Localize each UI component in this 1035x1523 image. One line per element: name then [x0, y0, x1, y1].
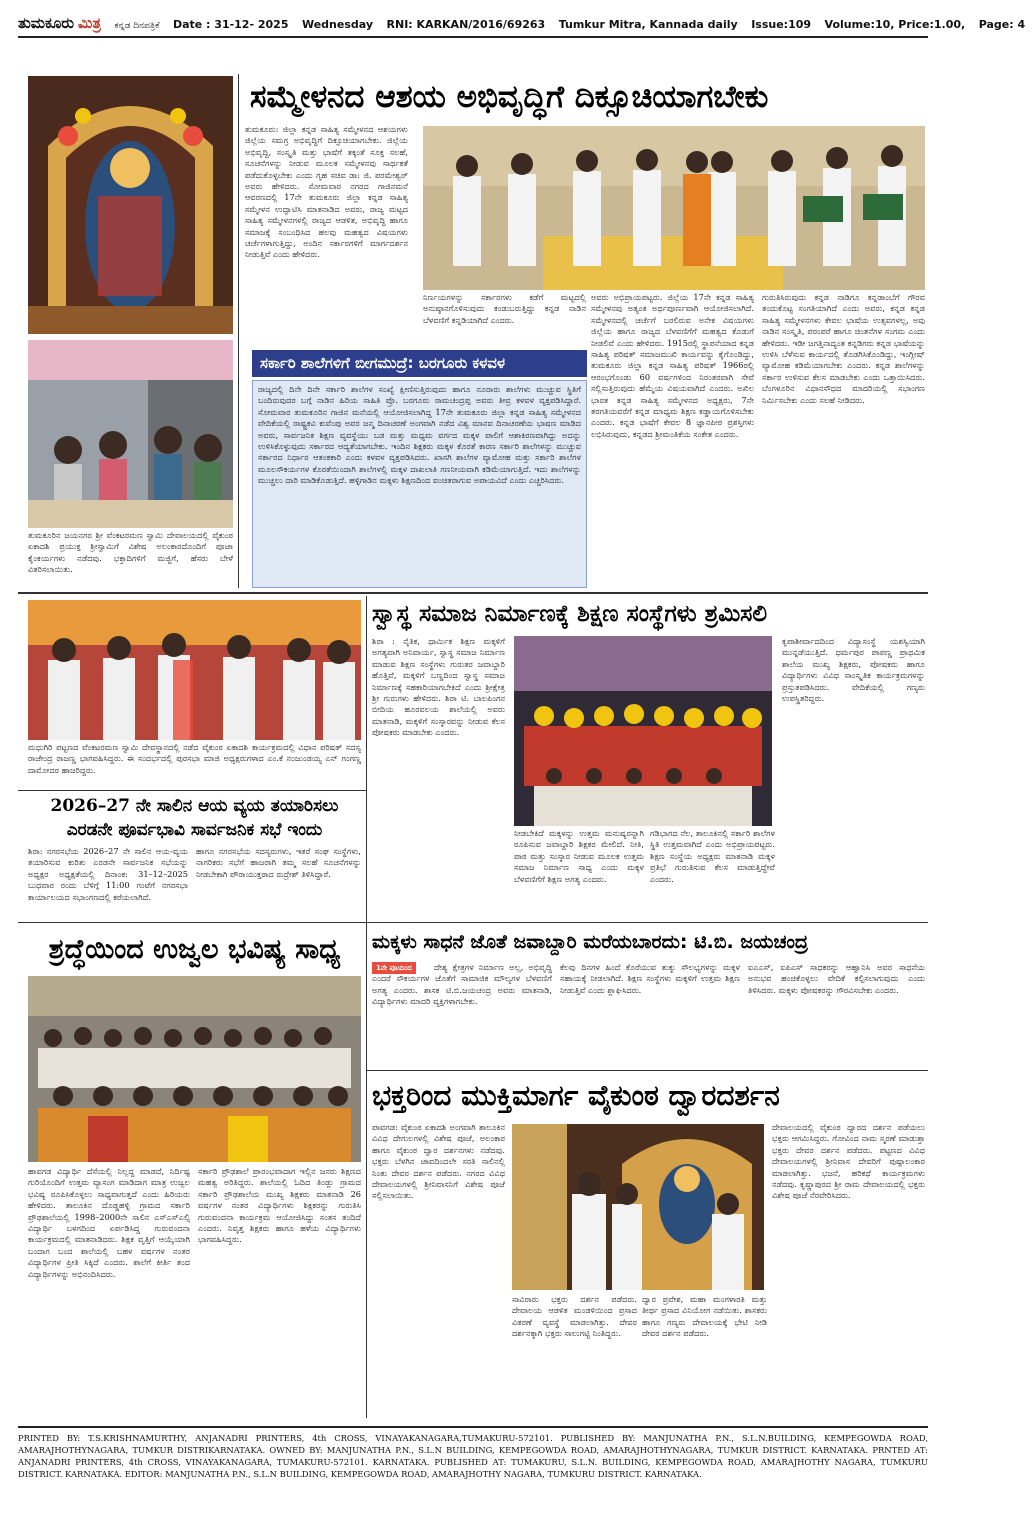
story3-column-2: ನೀಡಬೇಕಿದೆ ಮಕ್ಕಳನ್ನು ಉತ್ತಮ ಮನುಷ್ಯರನ್ನಾಗಿ ರೂಪಿಸುವ ಜವಾಬ್ದಾರಿ ಶಿಕ್ಷಕರ ಮೇಲಿದೆ. ನೀತಿ, ಪಾಠ ಮತ್ತು ಸಂಸ್ಕಾರ ನೀಡುವ ಮೂಲಕ ಉತ್ತಮ ಸಮಾಜ ನಿರ್ಮಾಣ ಸಾಧ್ಯ ಎಂದು ಮಕ್ಕಳ ಬೆಳವಣಿಗೆಗೆ ಶಿಕ್ಷಣ ಅಗತ್ಯ ಎಂದರು. — [514, 828, 644, 884]
story5-column-1: ದೇಶ್ಯ ಕ್ಷೇತ್ರಗಳ ನಿರ್ಮಾಣ ಅಲ್ಲ, ಅಭಿವೃದ್ಧಿ ಎಂದರೆ ಸೌಕರ್ಯಗಳ ಜೊತೆಗೆ ಸಾಮಾಜಿಕ ಮೌಲ್ಯಗಳ ಬೆಳವಣಿಗೆ ಅಗತ್ಯ ಎಂದರು. ಶಾಸಕ ಟಿ.ಬಿ.ಜಯಚಂದ್ರ ಅವರು ಮಾತನಾಡಿ, ವಿದ್ಯಾರ್ಥಿಗಳು ಮಾದರಿ ವ್ಯಕ್ತಿಗಳಾಗಬೇಕು. — [372, 962, 552, 1007]
temple-deity-photo — [28, 76, 233, 334]
story1-column-4: ಗುರುತಿಸಿರುವುದು ಕನ್ನಡ ನಾಡಿಗೂ ಕನ್ನಡಾಂಬೆಗೆ ಗೌರವ ತಂದುಕೊಟ್ಟ ಸಂಗತಿಯಾಗಿದೆ ಎಂದು ಅವರು, ಕನ್ನಡ ಕನ್ನಡ ಸಾಹಿತ್ಯ ಸಮ್ಮೇಳನಗಳು ಕೇವಲ ಭಾಷೆಯ ಉತ್ಸವಗಳಲ್ಲ, ಅವು ನಾಡಿನ ಸಂಸ್ಕೃತಿ, ಪರಂಪರೆ ಹಾಗೂ ಚಿಂತನೆಗಳ ಸಂಗಮ ಎಂದು ಹೇಳಿದರು. ಇಡೀ ಜಗತ್ತಿನಾದ್ಯಂತ ಕನ್ನಡಿಗರು ಕನ್ನಡ ಭಾಷೆಯನ್ನು ಉಳಿಸಿ ಬೆಳೆಸುವ ಕಾರ್ಯದಲ್ಲಿ ತೊಡಗಿಸಿಕೊಂಡಿದ್ದು, ಇಂಗ್ಲೀಷ್ ವ್ಯಾಮೋಹ ಕಡಿಮೆಯಾಗಬೇಕು ಎಂದರು. ಕನ್ನಡ ಶಾಲೆಗಳನ್ನು ಸರ್ಕಾರ ಉಳಿಸುವ ಕೆಲಸ ಮಾಡಬೇಕು ಎಂದು ಒತ್ತಾಯಿಸಿದರು. ಬೆಂಗಳೂರಿನ ವಿಧಾನಸೌಧದ ಮಾದರಿಯಲ್ಲಿ ಸಭಾಂಗಣ ನಿರ್ಮಿಸಬೇಕು ಎಂದು ಸಲಹೆ ನೀಡಿದರು. — [762, 292, 925, 405]
volume-price: Volume:10, Price:1.00, — [824, 18, 966, 31]
paper-tagline: ಕನ್ನಡ ದಿನಪತ್ರಿಕೆ — [114, 21, 160, 31]
story7-column-2: ಸಾವಿರಾರು ಭಕ್ತರು ದರ್ಶನ ಪಡೆದರು. ದೇವಾಲಯ ಆಡಳಿತ ಮಂಡಳಿಯಿಂದ ಪ್ರಸಾದ ವಿತರಣೆ ವ್ಯವಸ್ಥೆ ಮಾಡಲಾಗಿತ್ತು. ದೇವರ ದರ್ಶನಕ್ಕಾಗಿ ಭಕ್ತರು ಸಾಲುಗಟ್ಟಿ ನಿಂತಿದ್ದರು. — [512, 1294, 637, 1339]
literary-meet-photo — [423, 126, 925, 290]
paper-name: Tumkur Mitra, Kannada daily — [558, 18, 738, 31]
story4-column-2: ಹಾಗೂ ನಗರಸಭೆಯ ಸದಸ್ಯರುಗಳು, ಇತರೆ ಸಂಘ ಸಂಸ್ಥೆಗಳು, ನಾಗರಿಕರು ಸಭೆಗೆ ಹಾಜರಾಗಿ ತಮ್ಮ ಸಲಹೆ ಸೂಚನೆಗಳನ್ನು ನೀಡಬೇಕಾಗಿ ಪೌರಾಯುಕ್ತರಾದ ರುದ್ರೇಶ್ ತಿಳಿಸಿದ್ದಾರೆ. — [196, 846, 361, 879]
story2-body: ರಾಜ್ಯದಲ್ಲಿ ದಿನೇ ದಿನೇ ಸರ್ಕಾರಿ ಶಾಲೆಗಳ ಸಂಖ್ಯೆ ಕ್ಷೀಣಿಸುತ್ತಿರುವುದು ಹಾಗೂ ನೂರಾರು ಶಾಲೆಗಳು ಮುಚ್ಚುವ ಸ್ಥಿತಿಗೆ ಬಂದಿರುವುದರ ಬಗ್ಗೆ ನಾಡಿನ ಹಿರಿಯ ಸಾಹಿತಿ ಪ್ರೊ. ಬರಗೂರು ರಾಮಚಂದ್ರಪ್ಪ ಅವರು ತೀವ್ರ ಕಳವಳ ವ್ಯಕ್ತಪಡಿಸಿದ್ದಾರೆ. ಸೋಮವಾರ ತುಮಕೂರಿನ ಗಾಜಿನ ಮನೆಯಲ್ಲಿ ಆಯೋಜಿಸಲಾಗಿದ್ದ 17ನೇ ತುಮಕೂರು ಜಿಲ್ಲಾ ಕನ್ನಡ ಸಾಹಿತ್ಯ ಸಮ್ಮೇಳನದ ವೇದಿಕೆಯಲ್ಲಿ ರಾಷ್ಟ್ರಕವಿ ಕುವೆಂಪು ಅವರ ಜನ್ಮ ದಿನಾಚರಣೆ ಅಂಗವಾಗಿ ನಡೆದ ವಿಶ್ವ ಮಾನವ ದಿನಾಚರಣೆಯ ಭಾಷಣ ಮಾಡಿದ ಅವರು, ಸಾರ್ವಜನಿಕ ಶಿಕ್ಷಣ ವ್ಯವಸ್ಥೆಯು ಬಡ ಮತ್ತು ಮಧ್ಯಮ ವರ್ಗದ ಮಕ್ಕಳ ಪಾಲಿಗೆ ಆಶಾಕಿರಣವಾಗಿದ್ದು ಅದನ್ನು ಉಳಿಸಿಕೊಳ್ಳುವುದು ಸರ್ಕಾರದ ಆದ್ಯತೆಯಾಗಬೇಕು. ಇಂದಿನ ಶಿಕ್ಷಕರು ಮಕ್ಕಳ ಕೊರತೆ ಕಾರಣ ಸರ್ಕಾರಿ ಶಾಲೆಗಳನ್ನು ಮುಚ್ಚುವ ಸರ್ಕಾರದ ನಿರ್ಧಾರ ಆತಂಕಕಾರಿ ಎಂದು ಕಳವಳ ವ್ಯಕ್ತಪಡಿಸಿದರು. ಖಾಸಗಿ ಶಾಲೆಗಳ ವ್ಯಾಮೋಹ ಮತ್ತು ಸರ್ಕಾರಿ ಶಾಲೆಗಳ ಮೂಲಸೌಕರ್ಯಗಳ ಕೊರತೆಯಿಂದಾಗಿ ಶಾಲೆಗಳಲ್ಲಿ ಮಕ್ಕಳ ದಾಖಲಾತಿ ಗಣನೀಯವಾಗಿ ಕಡಿಮೆಯಾಗುತ್ತಿದೆ. ಇದು ಶಾಲೆಗಳನ್ನು ಮುಚ್ಚಲು ದಾರಿ ಮಾಡಿಕೊಡುತ್ತಿದೆ. ಹಳ್ಳಿಗಾಡಿನ ಮಕ್ಕಳು ಶಿಕ್ಷಣದಿಂದ ವಂಚಿತರಾಗುವ ಅಪಾಯವಿದೆ ಎಂದು ಎಚ್ಚರಿಸಿದರು. — [252, 380, 587, 588]
story6-headline: ಶ್ರದ್ಧೆಯಿಂದ ಉಜ್ವಲ ಭವಿಷ್ಯ ಸಾಧ್ಯ — [48, 934, 341, 965]
madhugiri-event-photo — [28, 600, 361, 740]
story4-column-1: ಶಿರಾ: ನಗರಸಭೆಯ 2026–27 ನೇ ಸಾಲಿನ ಆಯ-ವ್ಯಯ ತಯಾರಿಸುವ ಕುರಿತು ಎರಡನೇ ಸಾರ್ವಜನಿಕ ಸಭೆಯನ್ನು ಅಧ್ಯಕ್ಷರ ಅಧ್ಯಕ್ಷತೆಯಲ್ಲಿ ದಿನಾಂಕ: 31–12–2025 ಬುಧವಾರ ರಂದು ಬೆಳಿಗ್ಗೆ 11:00 ಗಂಟೆಗೆ ನಗರಸಭಾ ಕಾರ್ಯಾಲಯದ ಸಭಾಂಗಣದಲ್ಲಿ ಕರೆಯಲಾಗಿದೆ. — [28, 846, 188, 902]
temple-crowd-photo — [28, 340, 233, 528]
story7-column-3: ದ್ವಾರ ಪ್ರವೇಶ, ಮಹಾ ಮಂಗಳಾರತಿ ಮತ್ತು ತೀರ್ಥ ಪ್ರಸಾದ ವಿನಿಯೋಗ ನಡೆಯಿತು. ಶಾಸಕರು ಹಾಗೂ ಗಣ್ಯರು ದೇವಾಲಯಕ್ಕೆ ಭೇಟಿ ನೀಡಿ ದೇವರ ದರ್ಶನ ಪಡೆದರು. — [642, 1294, 767, 1339]
issue-day: Wednesday — [301, 18, 374, 31]
story5-column-3: ಐಎಎಸ್, ಐಪಿಎಸ್ ಸಾಧಕರನ್ನು ಆಹ್ವಾನಿಸಿ ಅವರ ಸಾಧನೆಯ ಅನುಭವ ಹಂಚಿಕೊಳ್ಳಲು ವೇದಿಕೆ ಕಲ್ಪಿಸಲಾಗುವುದು ಎಂದು ತಿಳಿಸಿದರು. ಮಕ್ಕಳು ಪೋಷಕರನ್ನು ಗೌರವಿಸಬೇಕು ಎಂದರು. — [748, 962, 925, 995]
school-function-photo — [514, 636, 772, 826]
temple-photo-caption: ತುಮಕೂರಿನ ಜಯನಗರ ಶ್ರೀ ವೆಂಕಟರಮಣ ಸ್ವಾಮಿ ದೇವಾಲಯದಲ್ಲಿ ವೈಕುಂಠ ಏಕಾದಶಿ ಪ್ರಯುಕ್ತ ಶ್ರೀಸ್ವಾಮಿಗೆ ವಿಶೇಷ ಅಲಂಕಾರದೊಂದಿಗೆ ಪೂಜಾ ಕೈಂಕರ್ಯಗಳು ನಡೆದವು. ಭಕ್ತಾದಿಗಳಿಗೆ ಮಜ್ಜಿಗೆ, ಹೆಸರು ಬೇಳೆ ವಿತರಿಸಲಾಯಿತು. — [28, 530, 233, 575]
story3-column-4: ಕೃಪಾಶೀರ್ವಾದದಿಂದ ವಿದ್ಯಾಸಂಸ್ಥೆ ಯಶಸ್ವಿಯಾಗಿ ಮುನ್ನಡೆಯುತ್ತಿದೆ. ಧರ್ಮಪುರ ಪಾಪಣ್ಣ ಪ್ರಾಥಮಿಕ ಶಾಲೆಯ ಮುಖ್ಯ ಶಿಕ್ಷಕರು, ಪೋಷಕರು ಹಾಗೂ ವಿದ್ಯಾರ್ಥಿಗಳು ವಿವಿಧ ಸಾಂಸ್ಕೃತಿಕ ಕಾರ್ಯಕ್ರಮಗಳನ್ನು ಪ್ರಸ್ತುತಪಡಿಸಿದರು. ವೇದಿಕೆಯಲ್ಲಿ ಗಣ್ಯರು ಉಪಸ್ಥಿತರಿದ್ದರು. — [782, 636, 925, 704]
masthead — [18, 8, 1026, 38]
story7-column-1: ಪಾವಗಡ: ವೈಕುಂಠ ಏಕಾದಶಿ ಅಂಗವಾಗಿ ತಾಲೂಕಿನ ವಿವಿಧ ದೇಗುಲಗಳಲ್ಲಿ ವಿಶೇಷ ಪೂಜೆ, ಅಲಂಕಾರ ಹಾಗೂ ವೈಕುಂಠ ದ್ವಾರ ದರ್ಶನಗಳು ನಡೆದವು. ಭಕ್ತರು ಬೆಳಗಿನ ಜಾವದಿಂದಲೇ ಸರತಿ ಸಾಲಿನಲ್ಲಿ ನಿಂತು ದೇವರ ದರ್ಶನ ಪಡೆದರು. ನಗರದ ವಿವಿಧ ದೇವಾಲಯಗಳಲ್ಲಿ ಶ್ರೀನಿವಾಸನಿಗೆ ವಿಶೇಷ ಪೂಜೆ ಸಲ್ಲಿಸಲಾಯಿತು. — [372, 1122, 505, 1201]
issue-date: Date : 31-12- 2025 — [172, 18, 289, 31]
story6-column-1: ಹಾವಗಡ ವಿದ್ಯಾರ್ಥಿ ದೆಸೆಯಲ್ಲಿ ನಿಲ್ಲದ್ದ ಮಾಡದೆ, ನಿರ್ದಿಷ್ಟ ಗುರಿಯೊಂದಿಗೆ ಉತ್ತಮ ವ್ಯಾಸಂಗ ಮಾಡಿದಾಗ ಮಾತ್ರ ಉಜ್ವಲ ಭವಿಷ್ಯ ರೂಪಿಸಿಕೊಳ್ಳಲು ಸಾಧ್ಯವಾಗುತ್ತದೆ ಎಂದು ಹಿರಿಯರು ಹೇಳಿದರು. ತಾಲೂಕಿನ ದೊಡ್ಡಹಳ್ಳಿ ಗ್ರಾಮದ ಸರ್ಕಾರಿ ಪ್ರೌಢಶಾಲೆಯಲ್ಲಿ 1998–2000ನೇ ಸಾಲಿನ ಎಸ್ಎಸ್ಎಲ್ಸಿ ವಿದ್ಯಾರ್ಥಿ ಬಳಗದಿಂದ ಏರ್ಪಡಿಸಿದ್ದ ಗುರುವಂದನಾ ಕಾರ್ಯಕ್ರಮದಲ್ಲಿ ಮಾತನಾಡಿದರು. ಶಿಕ್ಷಕ ವೃತ್ತಿಗೆ ಆಯ್ಕೆಯಾಗಿ ಬಂದಾಗ ಬಂದ ಶಾಲೆಯಲ್ಲಿ ಬಹಳ ವರ್ಷಗಳ ನಂತರ ವಿದ್ಯಾರ್ಥಿಗಳ ಪ್ರೀತಿ ಸಿಕ್ಕಿದೆ ಎಂದರು. ಶಾಲೆಗೆ ಕೀರ್ತಿ ತಂದ ವಿದ್ಯಾರ್ಥಿಗಳನ್ನು ಅಭಿನಂದಿಸಿದರು. — [28, 1166, 190, 1279]
story7-headline: ಭಕ್ತರಿಂದ ಮುಕ್ತಿಮಾರ್ಗ ವೈಕುಂಠ ದ್ವಾರದರ್ಶನ — [372, 1079, 780, 1112]
vaikunta-dwara-photo — [512, 1124, 764, 1290]
story5-column-2: ಕೆಲವು ದಿನಗಳ ಹಿಂದೆ ಕೊರೆಯುವ ತುಕ್ಕು ಸೌಲಭ್ಯಗಳನ್ನು ಮಕ್ಕಳ ಸಹಾಯಕ್ಕೆ ನೀಡಲಾಗಿದೆ. ಶಿಕ್ಷಣ ಸಂಸ್ಥೆಗಳು ಮಕ್ಕಳಿಗೆ ಉತ್ತಮ ಶಿಕ್ಷಣ ನೀಡುತ್ತಿವೆ ಎಂದು ಶ್ಲಾಘಿಸಿದರು. — [560, 962, 740, 995]
event-photo-caption: ಮಧುಗಿರಿ ಪಟ್ಟಣದ ವೆಂಕಟರಮಣ ಸ್ವಾಮಿ ದೇವಸ್ಥಾನದಲ್ಲಿ ನಡೆದ ವೈಕುಂಠ ಏಕಾದಶಿ ಕಾರ್ಯಕ್ರಮದಲ್ಲಿ ವಿಧಾನ ಪರಿಷತ್ ಸದಸ್ಯ ರಾಜೇಂದ್ರ ರಾಜಣ್ಣ ಭಾಗವಹಿಸಿದ್ದರು. ಈ ಸಂದರ್ಭದಲ್ಲಿ ಪುರಸಭಾ ಮಾಜಿ ಅಧ್ಯಕ್ಷರುಗಳಾದ ಎಂ.ಕೆ ನಂಜುಂಡಯ್ಯ ಎನ್ ಗಂಗಣ್ಣ ದಾಮೋದರ ಹಾಜರಿದ್ದರು. — [28, 742, 361, 775]
story3-headline: ಸ್ವಾಸ್ಥ ಸಮಾಜ ನಿರ್ಮಾಣಕ್ಕೆ ಶಿಕ್ಷಣ ಸಂಸ್ಥೆಗಳು ಶ್ರಮಿಸಲಿ — [372, 601, 768, 627]
story4-subhead: ಎರಡನೇ ಪೂರ್ವಭಾವಿ ಸಾರ್ವಜನಿಕ ಸಭೆ ಇಂದು — [66, 820, 323, 840]
issue-number: Issue:109 — [751, 18, 812, 31]
paper-logo: ತುಮಕೂರು — [18, 14, 75, 32]
page-number: Page: 4 — [978, 18, 1026, 31]
printer-line: PRINTED BY: T.S.KRISHNAMURTHY, ANJANADRI PRINTERS, 4th CROSS, VINAYAKANAGARA,TUMAKURU-572101. PUBLISHED BY: MANJUNATHA P.N., S.L.N.BUILDING, KEMPEGOWDA ROAD, AMARAJHOTHYNAGARA, TUMKUR DISTRIKARNATAKA. OWNED BY: MANJUNATHA P.N., S.L.N BUILDING, KEMPEGOWDA ROAD, AMARAJHOTHYNAGARA, TUMKUR DISTRICT. KARNATAKA. PRNTED AT: ANJANADRI PRINTERS, 4th CROSS, VINAYAKANAGARA, TUMAKURU-572101. KARNATAKA. PUBLISHED AT: TUMAKURU, S.L.N. BUILDING, KEMPEGOWDA ROAD, AMARAJHOTHY NAGARA, TUMKURU DISTRICT. KARNATAKA. EDITOR: MANJUNATHA P.N., S.L.N BUILDING, KEMPEGOWDA ROAD, AMARAJHOTHY NAGARA, TUMKURU DISTRICT. KARNATAKA. — [18, 1426, 928, 1476]
story3-column-3: ಗಡಿಭಾಗದ ನೆಲ, ತಾಲೂಕಿನಲ್ಲಿ ಸರ್ಕಾರಿ ಶಾಲೆಗಳ ಸ್ಥಿತಿ ಉತ್ತಮವಾಗಿದೆ ಎಂದು ಅಭಿಪ್ರಾಯಪಟ್ಟರು. ಶಿಕ್ಷಣ ಸಂಸ್ಥೆಯ ಅಧ್ಯಕ್ಷರು ಮಾತನಾಡಿ ಮಕ್ಕಳ ಪ್ರತಿಭೆ ಗುರುತಿಸುವ ಕೆಲಸ ಮಾಡುತ್ತಿದ್ದೇವೆ ಎಂದರು. — [650, 828, 775, 884]
continued-from-page-one-tag: 1ನೇ ಪುಟದಿಂದ — [372, 962, 416, 974]
story4-headline: 2026–27 ನೇ ಸಾಲಿನ ಆಯ ವ್ಯಯ ತಯಾರಿಸಲು — [50, 796, 339, 816]
story1-headline: ಸಮ್ಮೇಳನದ ಆಶಯ ಅಭಿವೃದ್ಧಿಗೆ ದಿಕ್ಸೂಚಿಯಾಗಬೇಕು — [250, 79, 769, 115]
story6-column-2: ಸರ್ಕಾರಿ ಪ್ರೌಢಶಾಲೆ ಪ್ರಾರಂಭವಾದಾಗ ಇಲ್ಲಿನ ಜನರು ಶಿಕ್ಷಣದ ಮಹತ್ವ ಅರಿತಿದ್ದರು. ಶಾಲೆಯಲ್ಲಿ ಓದಿದ ತಿಂಡ್ಲು ಗ್ರಾಮದ ಸರ್ಕಾರಿ ಪ್ರೌಢಶಾಲೆಯ ಮುಖ್ಯ ಶಿಕ್ಷಕರು ಮಾತನಾಡಿ 26 ವರ್ಷಗಳ ನಂತರ ವಿದ್ಯಾರ್ಥಿಗಳು ಶಿಕ್ಷಕರನ್ನು ಗುರುತಿಸಿ ಗುರುವಂದನಾ ಕಾರ್ಯಕ್ರಮ ಆಯೋಜಿಸಿದ್ದು ಸಂತಸ ತಂದಿದೆ ಎಂದರು. ನಿವೃತ್ತ ಶಿಕ್ಷಕರು ಹಾಗೂ ಹಳೆಯ ವಿದ್ಯಾರ್ಥಿಗಳು ಭಾಗವಹಿಸಿದ್ದರು. — [198, 1166, 361, 1245]
rni-number: RNI: KARKAN/2016/69263 — [386, 18, 546, 31]
story5-headline: ಮಕ್ಕಳು ಸಾಧನೆ ಜೊತೆ ಜವಾಬ್ದಾರಿ ಮರೆಯಬಾರದು: ಟಿ.ಬಿ. ಜಯಚಂದ್ರ — [372, 931, 808, 953]
story1-column-3: ಅವರು ಅಭಿಪ್ರಾಯಪಟ್ಟರು. ಜಿಲ್ಲೆಯ 17ನೇ ಕನ್ನಡ ಸಾಹಿತ್ಯ ಸಮ್ಮೇಳನವು ಅತ್ಯಂತ ಅರ್ಥಪೂರ್ಣವಾಗಿ ಆಯೋಜಿಸಲಾಗಿದೆ. ಸಮ್ಮೇಳನದಲ್ಲಿ ಚರ್ಚೆಗೆ ಬರಲಿರುವ ಅನೇಕ ವಿಷಯಗಳು ಜಿಲ್ಲೆಯ ಹಾಗೂ ರಾಜ್ಯದ ಬೆಳವಣಿಗೆಗೆ ಮಹತ್ವದ ಕೊಡುಗೆ ನೀಡಲಿವೆ ಎಂದು ಹೇಳಿದರು. 1915ರಲ್ಲಿ ಸ್ಥಾಪನೆಯಾದ ಕನ್ನಡ ಸಾಹಿತ್ಯ ಪರಿಷತ್ ಸಮಾಜಮುಖಿ ಕಾರ್ಯವನ್ನು ಕೈಗೊಂಡಿದ್ದು, ತುಮಕೂರು ಜಿಲ್ಲಾ ಕನ್ನಡ ಸಾಹಿತ್ಯ ಪರಿಷತ್ 1966ರಲ್ಲಿ ಆರಂಭಗೊಂಡು 60 ವರ್ಷಗಳಿಂದ ನಿರಂತರವಾಗಿ ಸೇವೆ ಸಲ್ಲಿಸುತ್ತಿರುವುದು ಹೆಮ್ಮೆಯ ವಿಷಯವಾಗಿದೆ ಎಂದರು. ಅಖಿಲ ಭಾರತ ಕನ್ನಡ ಸಾಹಿತ್ಯ ಸಮ್ಮೇಳನದ ಅಧ್ಯಕ್ಷರು, 7ನೇ ತರಗತಿಯವರೆಗೆ ಕನ್ನಡ ಮಾಧ್ಯಮ ಶಿಕ್ಷಣ ಕಡ್ಡಾಯಗೊಳಿಸಬೇಕು ಎಂದರು. ಕನ್ನಡ ಭಾಷೆಗೆ ಕೇವಲ 8 ಜ್ಞಾನಪೀಠ ಪ್ರಶಸ್ತಿಗಳು ಲಭಿಸಿರುವುದು, ಕನ್ನಡದ ಶ್ರೀಮಂತಿಕೆಯ ಸಂಕೇತ ಎಂದರು. — [591, 292, 754, 439]
story2-banner: ಸರ್ಕಾರಿ ಶಾಲೆಗಳಿಗೆ ಬೀಗಮುದ್ರೆ: ಬರಗೂರು ಕಳವಳ — [252, 350, 587, 377]
story1-column-2: ನಿರ್ಣಯಗಳನ್ನು ಸರ್ಕಾರಗಳು ಕಡೆಗೆ ಮಟ್ಟದಲ್ಲಿ ಅನುಷ್ಠಾನಗೊಳಿಸುವುದು ಕಂಡುಬರುತ್ತಿದ್ದು ಕನ್ನಡ ನಾಡಿನ ಬೆಳವಣಿಗೆ ಕನ್ನಡಿಯಾಗಿದೆ ಎಂದರು. — [423, 292, 586, 325]
alumni-reunion-photo — [28, 976, 361, 1162]
story7-column-4: ದೇವಾಲಯದಲ್ಲಿ ವೈಕುಂಠ ದ್ವಾರದ ದರ್ಶನ ಪಡೆಯಲು ಭಕ್ತರು ಆಗಮಿಸಿದ್ದರು. ಗೋವಿಂದ ನಾಮ ಸ್ಮರಣೆ ಮಾಡುತ್ತಾ ಭಕ್ತರು ದೇವರ ದರ್ಶನ ಪಡೆದರು. ಪಟ್ಟಣದ ವಿವಿಧ ದೇವಾಲಯಗಳಲ್ಲಿ ಶ್ರೀನಿವಾಸ ದೇವರಿಗೆ ಪುಷ್ಪಾಲಂಕಾರ ಮಾಡಲಾಗಿತ್ತು. ಭಜನೆ, ಹರಿಕಥೆ ಕಾರ್ಯಕ್ರಮಗಳು ನಡೆದವು. ಕೃಷ್ಣಾಪುರದ ಶ್ರೀ ರಾಮ ದೇವಾಲಯದಲ್ಲಿ ಭಕ್ತರು ವಿಶೇಷ ಪೂಜೆ ನೆರವೇರಿಸಿದರು. — [772, 1122, 925, 1201]
paper-logo-accent: ಮಿತ್ರ — [78, 14, 101, 32]
story1-column-1: ತುಮಕೂರು: ಜಿಲ್ಲಾ ಕನ್ನಡ ಸಾಹಿತ್ಯ ಸಮ್ಮೇಳನದ ಆಶಯಗಳು ಜಿಲ್ಲೆಯ ಸಮಗ್ರ ಅಭಿವೃದ್ಧಿಗೆ ದಿಕ್ಸೂಚಿಯಾಗಬೇಕು. ಜಿಲ್ಲೆಯ ಅಭಿವೃದ್ಧಿ, ಸಂಸ್ಕೃತಿ ಮತ್ತು ಭಾಷೆಗೆ ತಕ್ಕಂತೆ ಸೂಕ್ತ ಸಲಹೆ, ಸೂಚನೆಗಳನ್ನು ನೀಡುವ ಮೂಲಕ ಸಮ್ಮೇಳನವು ಸಾರ್ಥಕತೆ ಪಡೆದುಕೊಳ್ಳಬೇಕು ಎಂದು ಗೃಹ ಸಚಿವ ಡಾ: ಜಿ. ಪರಮೇಶ್ವರ್ ಅವರು ಹೇಳಿದರು. ಸೋಮವಾರ ನಗರದ ಗಾಜಿನಮನೆ ಆವರಣದಲ್ಲಿ 17ನೇ ತುಮಕೂರು ಜಿಲ್ಲಾ ಕನ್ನಡ ಸಾಹಿತ್ಯ ಸಮ್ಮೇಳನ ಉದ್ಘಾಟಿಸಿ ಮಾತನಾಡಿದ ಅವರು, ರಾಜ್ಯ ಮಟ್ಟದ ಸಾಹಿತ್ಯ ಸಮ್ಮೇಳನಗಳಲ್ಲಿ ರಾಜ್ಯದ ಆಡಳಿತ, ಅಭಿವೃದ್ಧಿ ಹಾಗೂ ಸಮಾಜಕ್ಕೆ ಸಂಬಂಧಿಸಿದ ಹಲವು ಮಹತ್ವದ ವಿಷಯಗಳು ಚರ್ಚೆಗಳಾಗುತ್ತಿದ್ದು, ಅಂದಿನ ಸರ್ಕಾರಗಳಿಗೆ ಮಾರ್ಗದರ್ಶನ ನೀಡುತ್ತಿವೆ ಎಂದು ಹೇಳಿದರು. — [245, 124, 408, 260]
story3-column-1: ಶಿರಾ : ನೈತಿಕ, ಧಾರ್ಮಿಕ ಶಿಕ್ಷಣ ಮಕ್ಕಳಿಗೆ ಅಗತ್ಯವಾಗಿ ಅನಿವಾರ್ಯ, ಸ್ವಾಸ್ಥ ಸಮಾಜ ನಿರ್ಮಾಣ ಮಾಡುವ ಶಿಕ್ಷಣ ಸಂಸ್ಥೆಗಳು ಗುರುತರ ಜವಾಬ್ದಾರಿ ಹೊತ್ತಿವೆ, ಮಕ್ಕಳಿಗೆ ಬಣ್ಣದಿಂದ ಸ್ವಾಸ್ಥ ಸಮಾಜ ನಿರ್ಮಾಣಕ್ಕೆ ಸಹಕಾರಿಯಾಗಬೇಕಿದೆ ಎಂದು ಶ್ರೀಕ್ಷೇತ್ರ ಶ್ರೀ ಗುರುಗಳು ಹೇಳಿದರು. ಶಿರಾ ಟಿ. ಬಾಲಪಿಂಗನ ಬೀದಿಯ ಹೂರವಲಯ ಶಾಲೆಯಲ್ಲಿ ಅವರು ಮಾತನಾಡಿ, ಮಕ್ಕಳಿಗೆ ಸಂಸ್ಕಾರವನ್ನು ನೀಡುವ ಕೆಲಸ ಪೋಷಕರು ಮಾಡಬೇಕು ಎಂದರು. — [372, 636, 505, 738]
